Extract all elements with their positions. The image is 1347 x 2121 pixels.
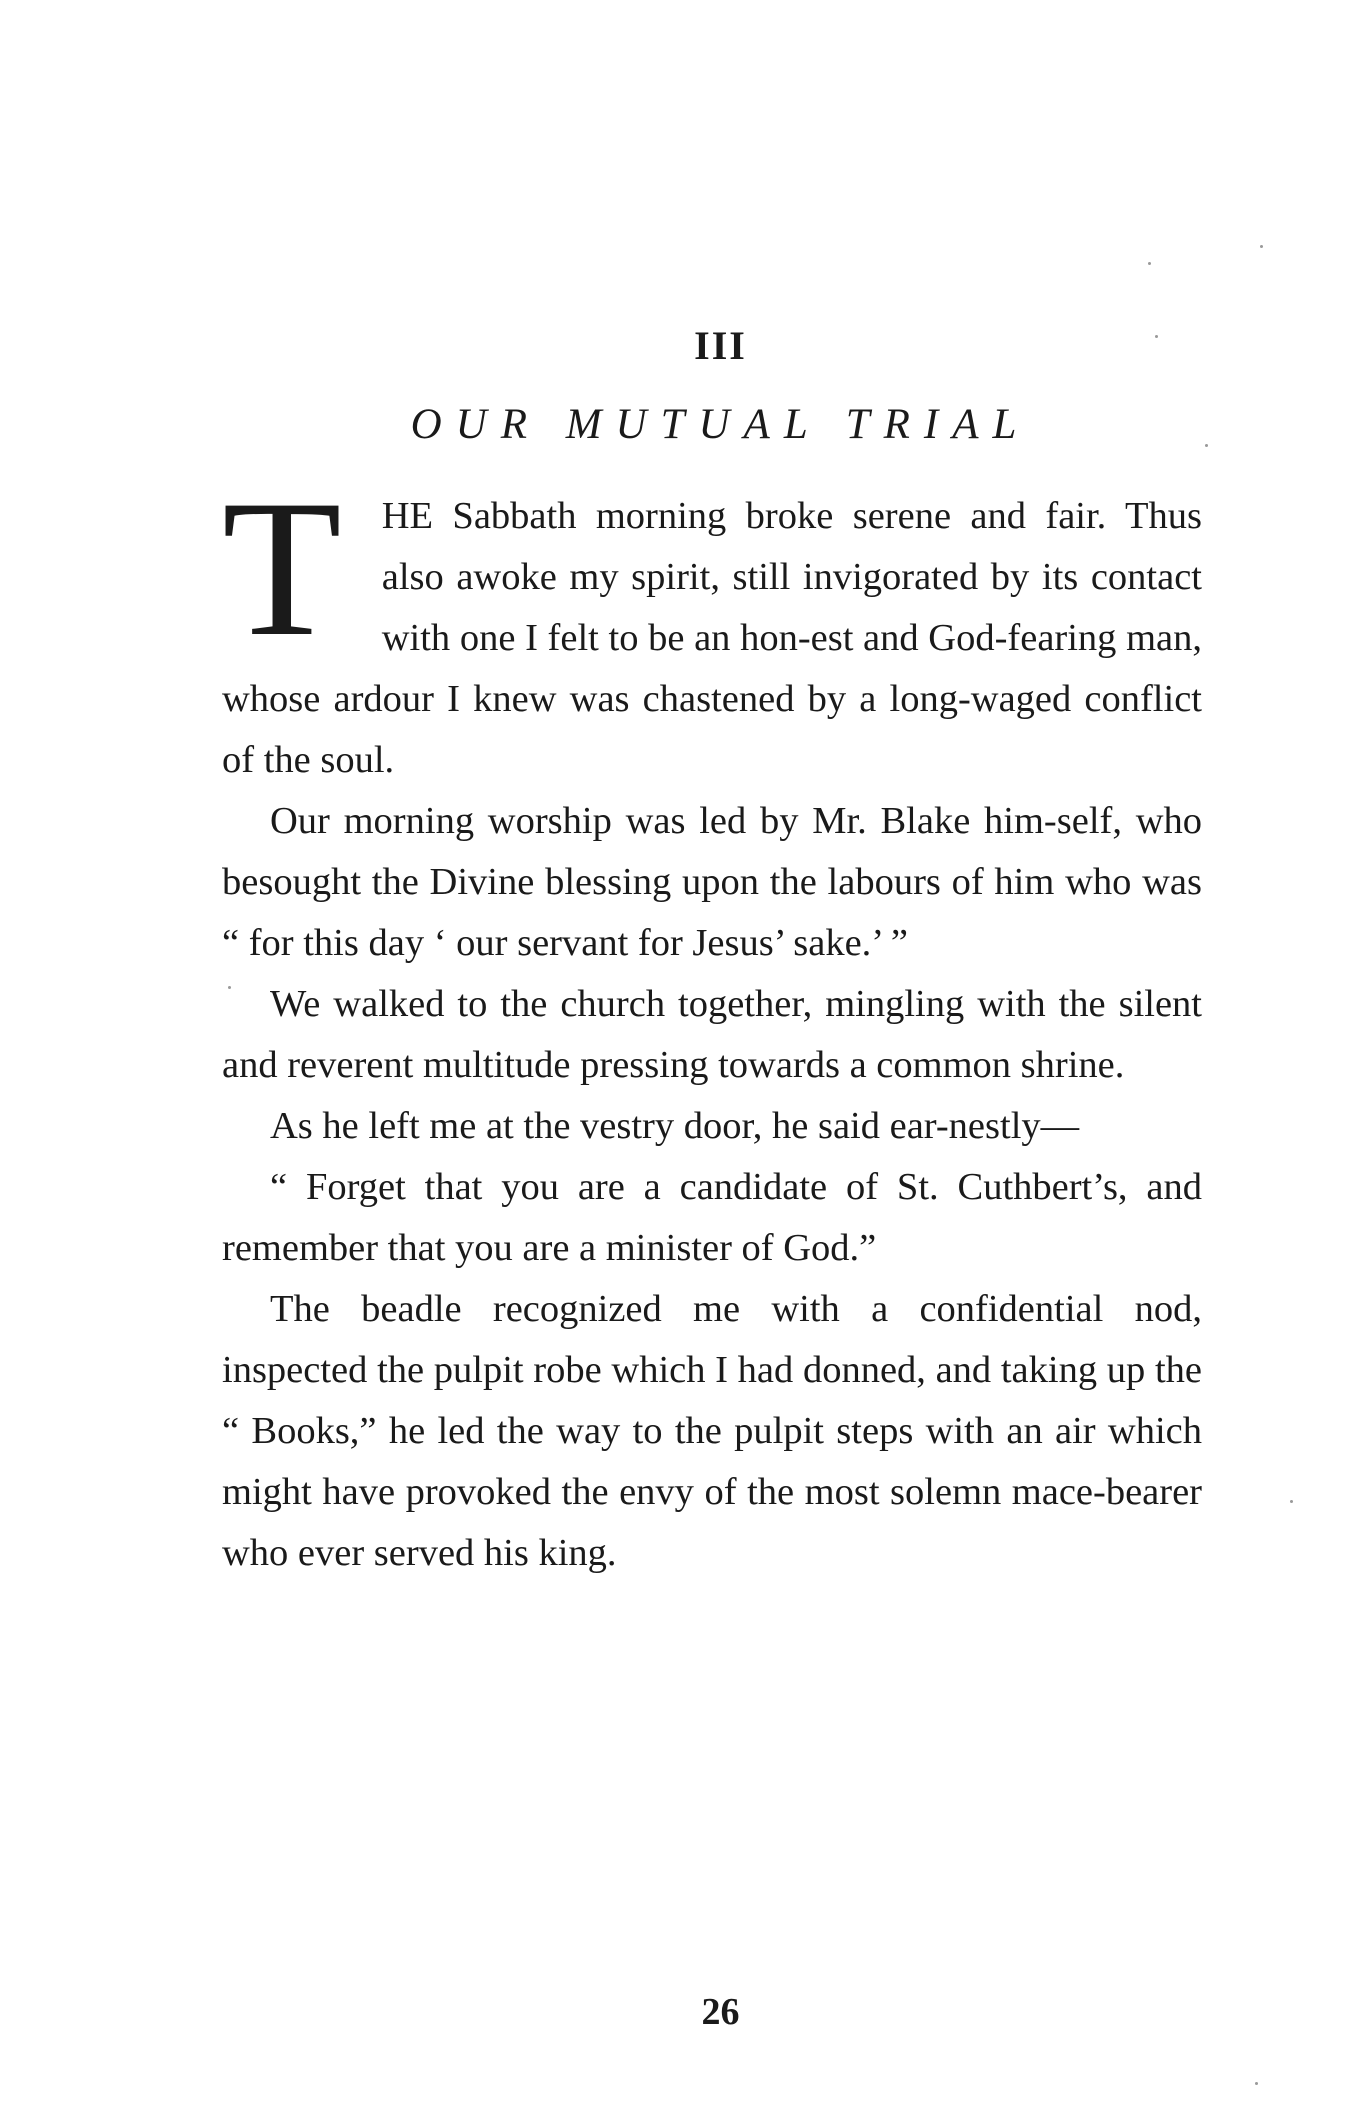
paragraph: “ Forget that you are a candidate of St. Cuthbert’s, and remember that you are a minister of God.”: [222, 1166, 1202, 1269]
paper-speck: [228, 986, 231, 989]
chapter-title: OUR MUTUAL TRIAL: [410, 401, 1031, 448]
chapter-number: III: [694, 323, 747, 368]
paragraph: [222, 460, 1202, 791]
paper-speck: [1260, 245, 1263, 248]
chapter-body: [222, 460, 1202, 1584]
paper-speck: [1205, 444, 1208, 447]
paragraph-text: HE Sabbath morning broke serene and fair. Thus also awoke my spirit, still invigorated by its contact with one I felt to be an hon-est and God-fearing man, whose ardour I knew was chastened by a long-waged conflict of the soul.: [222, 495, 1202, 781]
page-number: 26: [701, 1991, 740, 2033]
paper-speck: [1155, 335, 1158, 338]
paragraph: As he left me at the vestry door, he said ear-nestly—: [270, 1105, 1080, 1147]
paragraph: The beadle recognized me with a confidential nod, inspected the pulpit robe which I had donned, and taking up the “ Books,” he led the way to the pulpit steps with an air which might have provoked the envy of the most solemn mace-bearer who ever served his king.: [222, 1288, 1202, 1574]
paper-speck: [1148, 262, 1151, 265]
paragraph: We walked to the church together, mingling with the silent and reverent multitude pressing towards a common shrine.: [222, 983, 1202, 1086]
paper-speck: [1290, 1500, 1293, 1503]
paragraph: Our morning worship was led by Mr. Blake him-self, who besought the Divine blessing upon the labours of him who was “ for this day ‘ our servant for Jesus’ sake.’ ”: [222, 800, 1202, 964]
drop-cap: T: [222, 460, 342, 677]
paper-speck: [1255, 2082, 1258, 2085]
